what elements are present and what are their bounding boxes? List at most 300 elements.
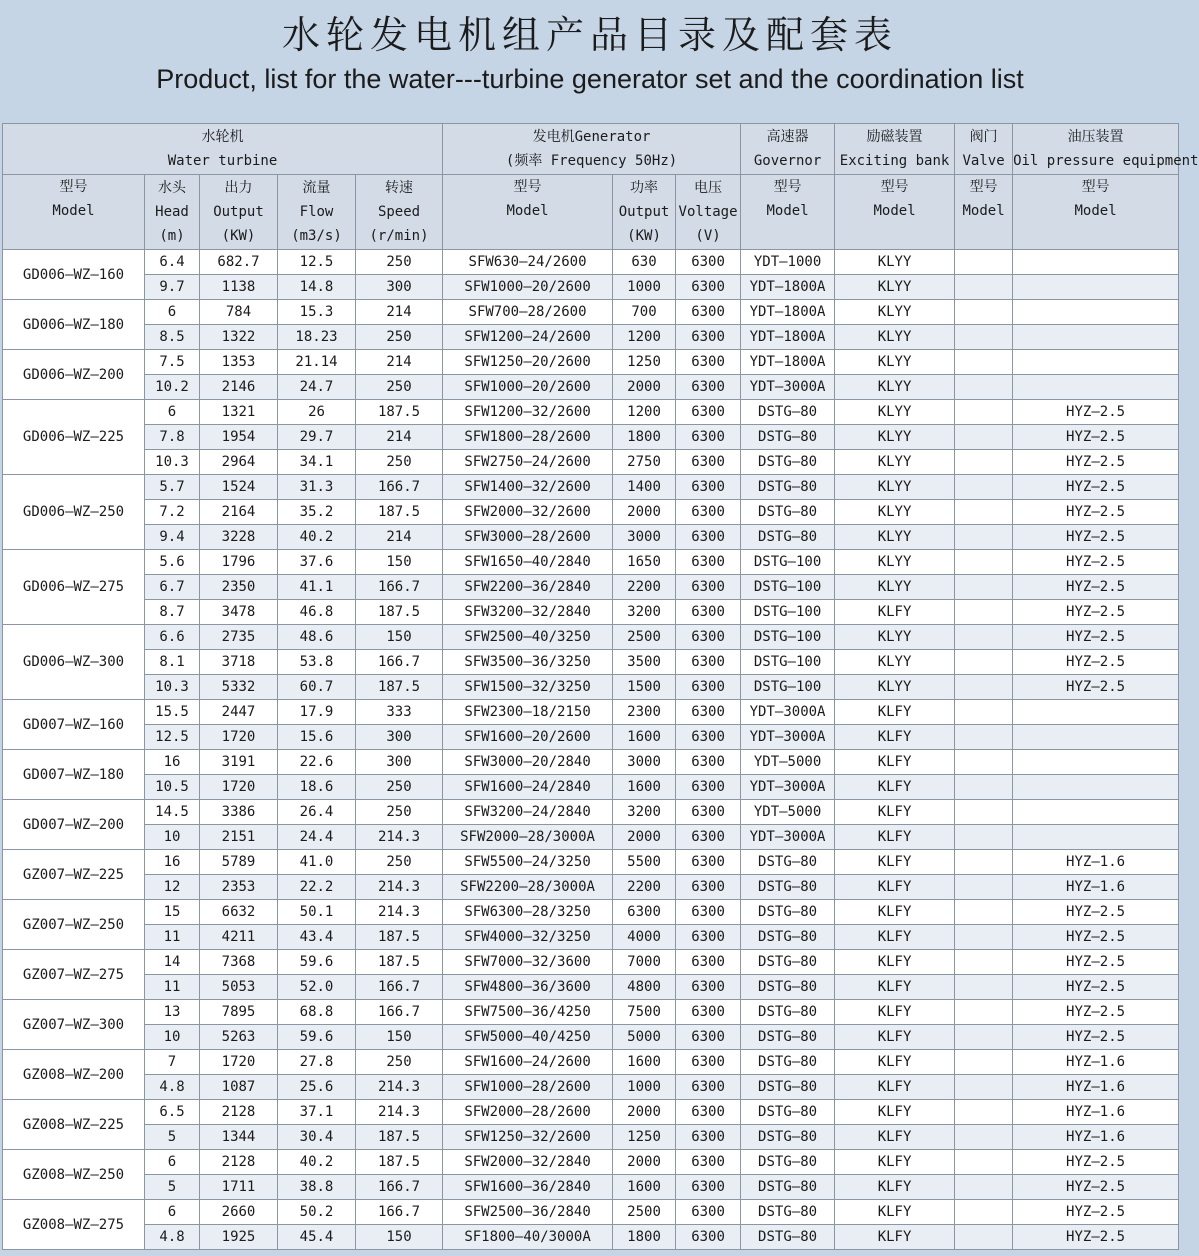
voltage-cell: 6300 [676,625,741,650]
oil-cell: HYZ—2.5 [1013,500,1179,525]
col-governor-model: 型号 Model [741,175,835,250]
valve-cell [955,475,1013,500]
table-row [3,1025,1179,1050]
head-cell: 6 [145,300,200,325]
exciting-cell: KLFY [835,1200,955,1225]
table-row [3,775,1179,800]
generator-model-cell: SFW2000—28/2600 [443,1100,613,1125]
oil-cell: HYZ—2.5 [1013,900,1179,925]
voltage-cell: 6300 [676,700,741,725]
page-subtitle: Product, list for the water---turbine generator set and the coordination list [156,64,1024,94]
governor-cell: YDT—1800A [741,275,835,300]
output-cell: 1138 [200,275,278,300]
output-cell: 3228 [200,525,278,550]
oil-cell: HYZ—2.5 [1013,1025,1179,1050]
output-cell: 3386 [200,800,278,825]
output-cell: 5053 [200,975,278,1000]
head-cell: 14.5 [145,800,200,825]
generator-model-cell: SFW7500—36/4250 [443,1000,613,1025]
head-cell: 14 [145,950,200,975]
turbine-model-cell: GD006—WZ—200 [3,350,145,400]
flow-cell: 29.7 [278,425,356,450]
generator-output-cell: 7500 [613,1000,676,1025]
governor-cell: DSTG—80 [741,950,835,975]
output-cell: 1087 [200,1075,278,1100]
governor-cell: YDT—5000 [741,750,835,775]
flow-cell: 24.4 [278,825,356,850]
governor-cell: DSTG—80 [741,1200,835,1225]
oil-cell: HYZ—2.5 [1013,550,1179,575]
voltage-cell: 6300 [676,850,741,875]
oil-cell: HYZ—1.6 [1013,850,1179,875]
turbine-model-cell: GZ008—WZ—225 [3,1100,145,1150]
flow-cell: 46.8 [278,600,356,625]
governor-cell: YDT—1800A [741,325,835,350]
valve-cell [955,1225,1013,1250]
valve-cell [955,950,1013,975]
flow-cell: 40.2 [278,1150,356,1175]
generator-output-cell: 2000 [613,1100,676,1125]
oil-cell [1013,325,1179,350]
turbine-model-cell: GD006—WZ—180 [3,300,145,350]
generator-model-cell: SFW1200—24/2600 [443,325,613,350]
turbine-model-cell: GD007—WZ—200 [3,800,145,850]
flow-cell: 17.9 [278,700,356,725]
generator-model-cell: SFW1600—36/2840 [443,1175,613,1200]
output-cell: 2151 [200,825,278,850]
generator-model-cell: SFW3500—36/3250 [443,650,613,675]
generator-output-cell: 2500 [613,625,676,650]
exciting-cell: KLYY [835,625,955,650]
exciting-cell: KLFY [835,975,955,1000]
governor-cell: YDT—1800A [741,300,835,325]
table-row [3,675,1179,700]
generator-output-cell: 2200 [613,575,676,600]
speed-cell: 187.5 [356,600,443,625]
oil-cell [1013,350,1179,375]
generator-model-cell: SFW1600—24/2840 [443,775,613,800]
valve-cell [955,1025,1013,1050]
exciting-group-header: 励磁装置 Exciting bank [835,124,955,175]
output-cell: 1796 [200,550,278,575]
exciting-cell: KLFY [835,950,955,975]
speed-cell: 187.5 [356,1150,443,1175]
table-row [3,1075,1179,1100]
output-cell: 2146 [200,375,278,400]
oil-cell: HYZ—2.5 [1013,600,1179,625]
governor-cell: YDT—3000A [741,825,835,850]
exciting-cell: KLYY [835,400,955,425]
table-row [3,600,1179,625]
oil-cell: HYZ—1.6 [1013,1075,1179,1100]
output-cell: 3478 [200,600,278,625]
valve-cell [955,775,1013,800]
output-cell: 1322 [200,325,278,350]
governor-cell: DSTG—80 [741,850,835,875]
governor-group-header: 高速器 Governor [741,124,835,175]
generator-output-cell: 2500 [613,1200,676,1225]
table-row [3,1000,1179,1025]
generator-model-cell: SFW2000—32/2600 [443,500,613,525]
head-cell: 13 [145,1000,200,1025]
voltage-cell: 6300 [676,950,741,975]
flow-cell: 18.6 [278,775,356,800]
generator-model-cell: SFW2500—40/3250 [443,625,613,650]
table-row [3,350,1179,375]
turbine-model-cell: GZ007—WZ—225 [3,850,145,900]
output-cell: 1344 [200,1125,278,1150]
oil-cell: HYZ—2.5 [1013,975,1179,1000]
table-row [3,375,1179,400]
head-cell: 11 [145,925,200,950]
turbine-model-cell: GD006—WZ—300 [3,625,145,700]
governor-cell: DSTG—80 [741,425,835,450]
exciting-cell: KLFY [835,1150,955,1175]
generator-output-cell: 2200 [613,875,676,900]
speed-cell: 214 [356,525,443,550]
governor-cell: DSTG—80 [741,450,835,475]
output-cell: 784 [200,300,278,325]
turbine-model-cell: GZ007—WZ—250 [3,900,145,950]
flow-cell: 15.6 [278,725,356,750]
flow-cell: 52.0 [278,975,356,1000]
valve-cell [955,400,1013,425]
oil-cell [1013,725,1179,750]
head-cell: 9.4 [145,525,200,550]
generator-output-cell: 1800 [613,425,676,450]
oil-cell: HYZ—2.5 [1013,650,1179,675]
generator-output-cell: 1250 [613,1125,676,1150]
exciting-cell: KLYY [835,325,955,350]
exciting-cell: KLFY [835,1025,955,1050]
table-row [3,400,1179,425]
valve-cell [955,800,1013,825]
exciting-cell: KLYY [835,475,955,500]
governor-cell: DSTG—80 [741,1100,835,1125]
valve-cell [955,1175,1013,1200]
table-row [3,1175,1179,1200]
oil-cell: HYZ—2.5 [1013,1175,1179,1200]
valve-cell [955,550,1013,575]
oil-cell: HYZ—2.5 [1013,575,1179,600]
governor-cell: DSTG—100 [741,650,835,675]
table-row [3,825,1179,850]
turbine-model-cell: GD006—WZ—275 [3,550,145,625]
flow-cell: 53.8 [278,650,356,675]
generator-model-cell: SFW5000—40/4250 [443,1025,613,1050]
turbine-model-cell: GD006—WZ—250 [3,475,145,550]
valve-cell [955,825,1013,850]
turbine-model-cell: GZ008—WZ—250 [3,1150,145,1200]
head-cell: 5 [145,1125,200,1150]
speed-cell: 187.5 [356,675,443,700]
exciting-cell: KLYY [835,275,955,300]
output-cell: 1711 [200,1175,278,1200]
generator-output-cell: 1250 [613,350,676,375]
generator-model-cell: SFW1000—28/2600 [443,1075,613,1100]
generator-model-cell: SFW7000—32/3600 [443,950,613,975]
governor-cell: DSTG—80 [741,525,835,550]
table-row [3,1200,1179,1225]
generator-output-cell: 1600 [613,1050,676,1075]
voltage-cell: 6300 [676,800,741,825]
generator-output-cell: 2000 [613,1150,676,1175]
speed-cell: 214 [356,300,443,325]
generator-model-cell: SFW2000—32/2840 [443,1150,613,1175]
voltage-cell: 6300 [676,1225,741,1250]
head-cell: 8.1 [145,650,200,675]
speed-cell: 166.7 [356,575,443,600]
oil-cell: HYZ—1.6 [1013,1100,1179,1125]
table-row [3,925,1179,950]
speed-cell: 214 [356,425,443,450]
speed-cell: 166.7 [356,1200,443,1225]
governor-cell: DSTG—80 [741,1150,835,1175]
head-cell: 6 [145,1200,200,1225]
head-cell: 6 [145,1150,200,1175]
table-row [3,700,1179,725]
flow-cell: 40.2 [278,525,356,550]
voltage-cell: 6300 [676,1075,741,1100]
voltage-cell: 6300 [676,400,741,425]
head-cell: 10 [145,825,200,850]
oil-cell [1013,375,1179,400]
head-cell: 5.7 [145,475,200,500]
head-cell: 6 [145,400,200,425]
output-cell: 2350 [200,575,278,600]
voltage-cell: 6300 [676,775,741,800]
generator-model-cell: SFW2200—28/3000A [443,875,613,900]
table-row [3,450,1179,475]
output-cell: 5789 [200,850,278,875]
output-cell: 2735 [200,625,278,650]
turbine-model-cell: GD006—WZ—160 [3,250,145,300]
exciting-cell: KLYY [835,350,955,375]
governor-cell: DSTG—100 [741,575,835,600]
flow-cell: 30.4 [278,1125,356,1150]
flow-cell: 41.0 [278,850,356,875]
oil-cell [1013,250,1179,275]
speed-cell: 150 [356,625,443,650]
valve-group-header: 阀门 Valve [955,124,1013,175]
head-cell: 15 [145,900,200,925]
generator-output-cell: 3000 [613,525,676,550]
generator-model-cell: SFW2000—28/3000A [443,825,613,850]
flow-cell: 35.2 [278,500,356,525]
col-speed: 转速 Speed (r/min) [356,175,443,250]
valve-cell [955,375,1013,400]
speed-cell: 166.7 [356,975,443,1000]
voltage-cell: 6300 [676,325,741,350]
governor-cell: DSTG—80 [741,875,835,900]
flow-cell: 22.2 [278,875,356,900]
col-oil-model: 型号 Model [1013,175,1179,250]
exciting-cell: KLFY [835,725,955,750]
speed-cell: 250 [356,850,443,875]
governor-cell: DSTG—100 [741,675,835,700]
generator-output-cell: 1600 [613,725,676,750]
oil-cell [1013,750,1179,775]
speed-cell: 214 [356,350,443,375]
flow-cell: 37.1 [278,1100,356,1125]
generator-output-cell: 4800 [613,975,676,1000]
speed-cell: 166.7 [356,1000,443,1025]
speed-cell: 250 [356,375,443,400]
table-row [3,750,1179,775]
voltage-cell: 6300 [676,1025,741,1050]
voltage-cell: 6300 [676,300,741,325]
generator-output-cell: 2750 [613,450,676,475]
table-row [3,325,1179,350]
exciting-cell: KLFY [835,1050,955,1075]
head-cell: 15.5 [145,700,200,725]
generator-output-cell: 630 [613,250,676,275]
flow-cell: 59.6 [278,950,356,975]
speed-cell: 187.5 [356,400,443,425]
voltage-cell: 6300 [676,1100,741,1125]
flow-cell: 27.8 [278,1050,356,1075]
generator-output-cell: 1600 [613,775,676,800]
flow-cell: 14.8 [278,275,356,300]
col-voltage: 电压 Voltage (V) [676,175,741,250]
exciting-cell: KLFY [835,1225,955,1250]
valve-cell [955,650,1013,675]
oil-cell: HYZ—2.5 [1013,400,1179,425]
voltage-cell: 6300 [676,250,741,275]
oil-cell: HYZ—2.5 [1013,425,1179,450]
col-valve-model: 型号 Model [955,175,1013,250]
voltage-cell: 6300 [676,550,741,575]
exciting-cell: KLFY [835,850,955,875]
valve-cell [955,750,1013,775]
oil-cell: HYZ—2.5 [1013,525,1179,550]
speed-cell: 250 [356,1050,443,1075]
head-cell: 10.5 [145,775,200,800]
table-body [3,250,1179,1250]
valve-cell [955,300,1013,325]
table-row [3,575,1179,600]
voltage-cell: 6300 [676,1200,741,1225]
voltage-cell: 6300 [676,450,741,475]
head-cell: 4.8 [145,1225,200,1250]
governor-cell: DSTG—80 [741,500,835,525]
voltage-cell: 6300 [676,600,741,625]
exciting-cell: KLFY [835,825,955,850]
generator-output-cell: 1200 [613,400,676,425]
oil-cell [1013,700,1179,725]
voltage-cell: 6300 [676,475,741,500]
generator-model-cell: SFW1650—40/2840 [443,550,613,575]
table-row [3,875,1179,900]
oil-cell: HYZ—2.5 [1013,1200,1179,1225]
output-cell: 1720 [200,775,278,800]
col-turbine-model: 型号 Model [3,175,145,250]
voltage-cell: 6300 [676,350,741,375]
governor-cell: DSTG—100 [741,625,835,650]
governor-cell: DSTG—80 [741,900,835,925]
generator-model-cell: SFW1600—20/2600 [443,725,613,750]
turbine-model-cell: GZ008—WZ—200 [3,1050,145,1100]
generator-model-cell: SFW3200—32/2840 [443,600,613,625]
valve-cell [955,1125,1013,1150]
generator-model-cell: SFW3000—28/2600 [443,525,613,550]
voltage-cell: 6300 [676,275,741,300]
exciting-cell: KLYY [835,675,955,700]
output-cell: 1524 [200,475,278,500]
turbine-model-cell: GZ007—WZ—275 [3,950,145,1000]
valve-cell [955,975,1013,1000]
exciting-cell: KLYY [835,300,955,325]
col-generator-output: 功率 Output (KW) [613,175,676,250]
governor-cell: YDT—3000A [741,375,835,400]
oil-cell [1013,300,1179,325]
speed-cell: 166.7 [356,475,443,500]
exciting-cell: KLYY [835,500,955,525]
exciting-cell: KLFY [835,750,955,775]
head-cell: 9.7 [145,275,200,300]
turbine-model-cell: GD007—WZ—180 [3,750,145,800]
output-cell: 2660 [200,1200,278,1225]
valve-cell [955,350,1013,375]
oil-cell [1013,275,1179,300]
turbine-model-cell: GD006—WZ—225 [3,400,145,475]
generator-model-cell: SFW1000—20/2600 [443,375,613,400]
speed-cell: 150 [356,1025,443,1050]
head-cell: 6.6 [145,625,200,650]
flow-cell: 68.8 [278,1000,356,1025]
generator-output-cell: 7000 [613,950,676,975]
speed-cell: 250 [356,325,443,350]
governor-cell: YDT—5000 [741,800,835,825]
valve-cell [955,925,1013,950]
voltage-cell: 6300 [676,1050,741,1075]
valve-cell [955,850,1013,875]
voltage-cell: 6300 [676,750,741,775]
head-cell: 11 [145,975,200,1000]
generator-output-cell: 2300 [613,700,676,725]
generator-output-cell: 3500 [613,650,676,675]
valve-cell [955,1200,1013,1225]
table-row [3,625,1179,650]
exciting-cell: KLFY [835,1125,955,1150]
flow-cell: 38.8 [278,1175,356,1200]
valve-cell [955,525,1013,550]
exciting-cell: KLYY [835,375,955,400]
table-row [3,650,1179,675]
turbine-model-cell: GZ007—WZ—300 [3,1000,145,1050]
governor-cell: DSTG—80 [741,1075,835,1100]
voltage-cell: 6300 [676,1175,741,1200]
oil-cell: HYZ—1.6 [1013,1050,1179,1075]
speed-cell: 250 [356,775,443,800]
exciting-cell: KLFY [835,1100,955,1125]
generator-model-cell: SFW4000—32/3250 [443,925,613,950]
speed-cell: 214.3 [356,875,443,900]
table-row [3,1225,1179,1250]
oil-cell [1013,800,1179,825]
output-cell: 2353 [200,875,278,900]
output-cell: 1720 [200,1050,278,1075]
head-cell: 10.3 [145,450,200,475]
flow-cell: 22.6 [278,750,356,775]
generator-output-cell: 4000 [613,925,676,950]
turbine-model-cell: GZ008—WZ—275 [3,1200,145,1250]
generator-model-cell: SFW3000—20/2840 [443,750,613,775]
speed-cell: 150 [356,1225,443,1250]
exciting-cell: KLFY [835,775,955,800]
col-generator-model: 型号 Model [443,175,613,250]
governor-cell: YDT—3000A [741,725,835,750]
